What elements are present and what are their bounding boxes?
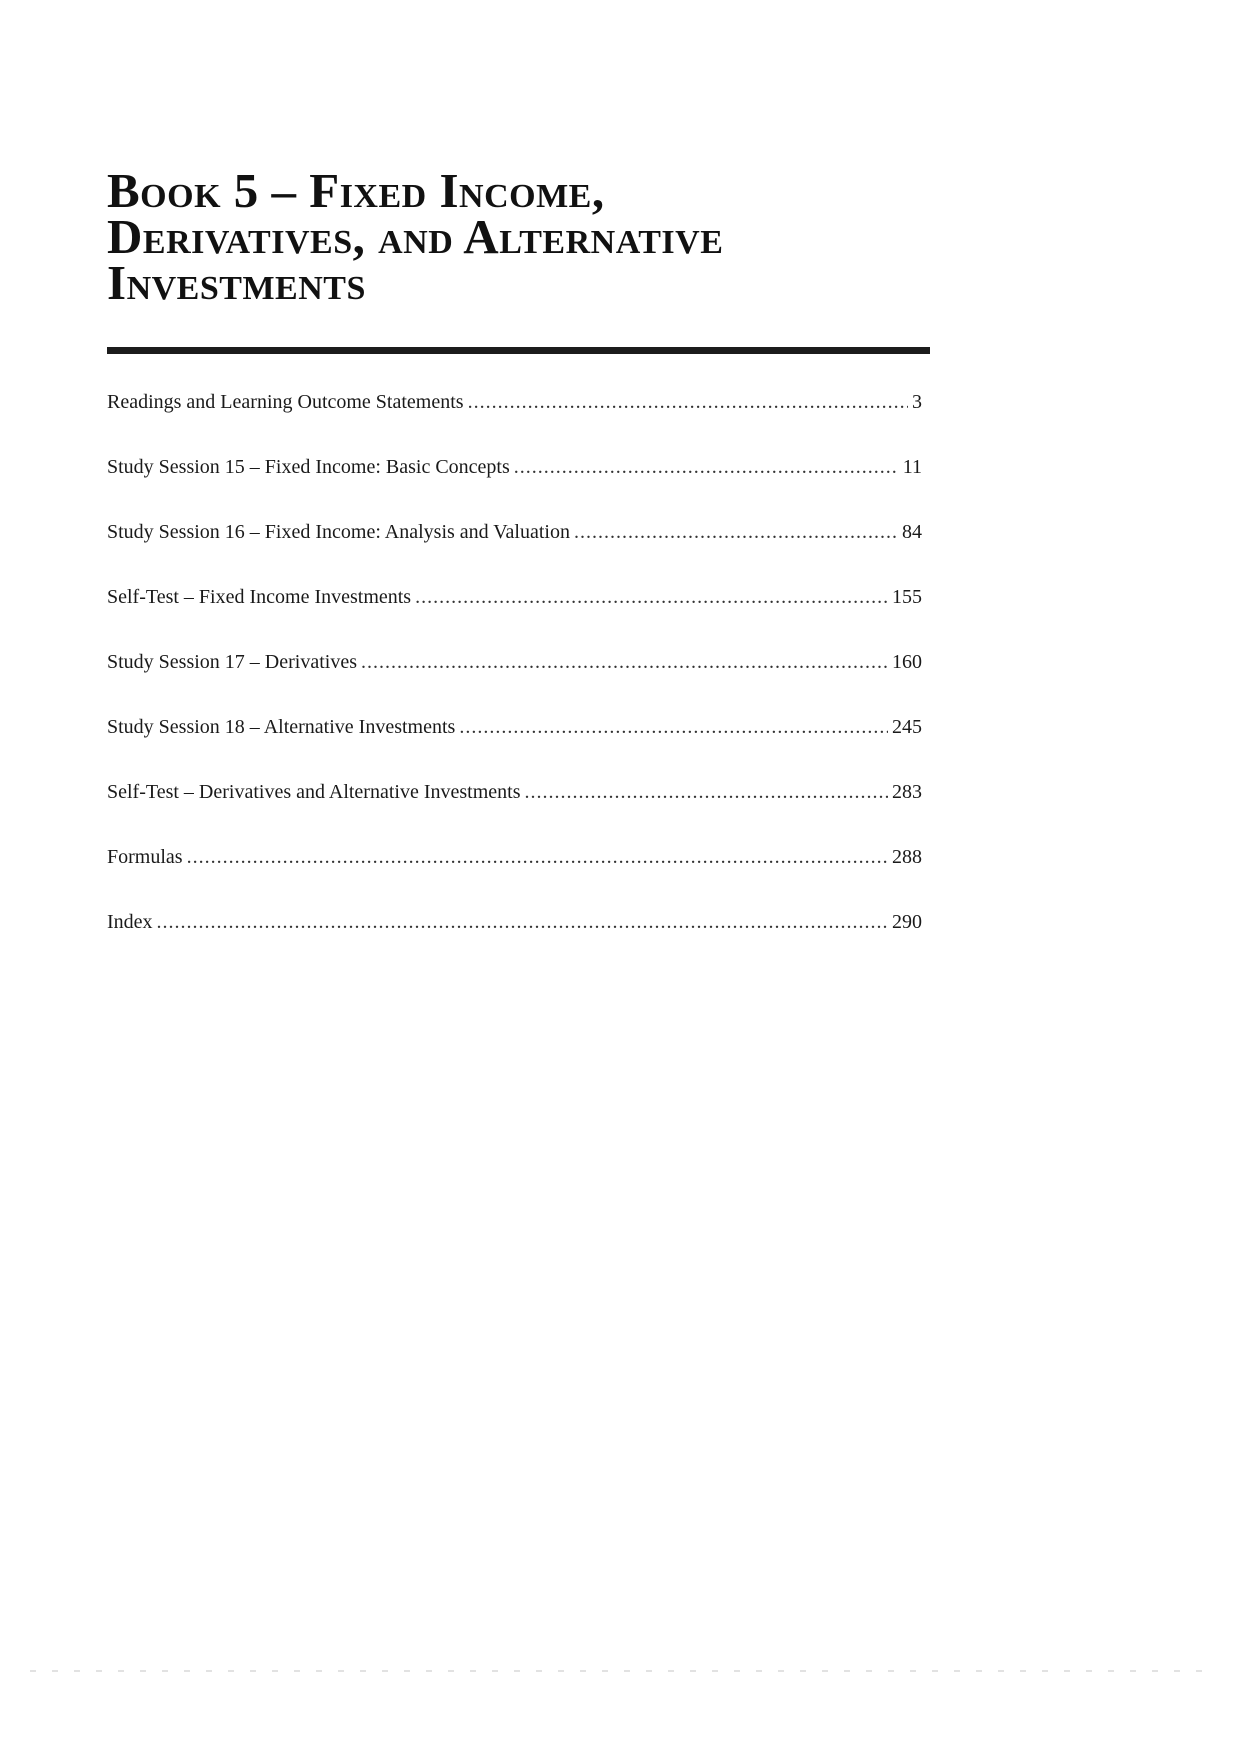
toc-dot-leader — [415, 577, 888, 617]
title-divider — [107, 347, 930, 354]
toc-entry[interactable] — [107, 707, 922, 772]
toc-page-number: 245 — [892, 716, 922, 738]
toc-entry-label: Study Session 15 – Fixed Income: Basic Concepts — [107, 456, 510, 478]
toc-dot-leader — [468, 382, 908, 422]
toc-entry[interactable] — [107, 642, 922, 707]
toc-dot-leader — [187, 837, 888, 877]
toc-dot-leader — [157, 902, 888, 942]
toc-entry-label: Formulas — [107, 846, 183, 868]
toc-entry[interactable] — [107, 577, 922, 642]
toc-entry-label: Readings and Learning Outcome Statements — [107, 391, 464, 413]
toc-page-number: 283 — [892, 781, 922, 803]
toc-page-number: 155 — [892, 586, 922, 608]
toc-dot-leader — [514, 447, 899, 487]
page-title-line: Book 5 – Fixed Income, — [107, 163, 605, 218]
toc-page-number: 290 — [892, 911, 922, 933]
table-of-contents — [107, 382, 922, 967]
toc-page-number: 84 — [902, 521, 922, 543]
toc-page-number: 3 — [912, 391, 922, 413]
toc-dot-leader — [361, 642, 888, 682]
toc-entry-label: Study Session 17 – Derivatives — [107, 651, 357, 673]
toc-entry[interactable] — [107, 447, 922, 512]
toc-page-number: 160 — [892, 651, 922, 673]
toc-entry[interactable] — [107, 902, 922, 967]
toc-entry[interactable] — [107, 837, 922, 902]
toc-entry[interactable] — [107, 512, 922, 577]
toc-dot-leader — [574, 512, 898, 552]
page-title — [107, 163, 967, 310]
toc-page-number: 288 — [892, 846, 922, 868]
toc-entry-label: Self-Test – Fixed Income Investments — [107, 586, 412, 608]
toc-entry[interactable] — [107, 772, 922, 837]
toc-entry-label: Study Session 16 – Fixed Income: Analysis and Valuation — [107, 521, 570, 543]
toc-dot-leader — [525, 772, 889, 812]
toc-page-number: 11 — [902, 456, 922, 478]
page-title-line: Investments — [107, 255, 366, 310]
page-title-line: Derivatives, and Alternative — [107, 209, 724, 264]
toc-entry-label: Study Session 18 – Alternative Investments — [107, 716, 456, 738]
toc-entry[interactable] — [107, 382, 922, 447]
toc-entry-label: Self-Test – Derivatives and Alternative Investments — [107, 781, 521, 803]
scan-artifact-line — [30, 1670, 1210, 1672]
toc-dot-leader — [459, 707, 888, 747]
toc-entry-label: Index — [107, 911, 153, 933]
